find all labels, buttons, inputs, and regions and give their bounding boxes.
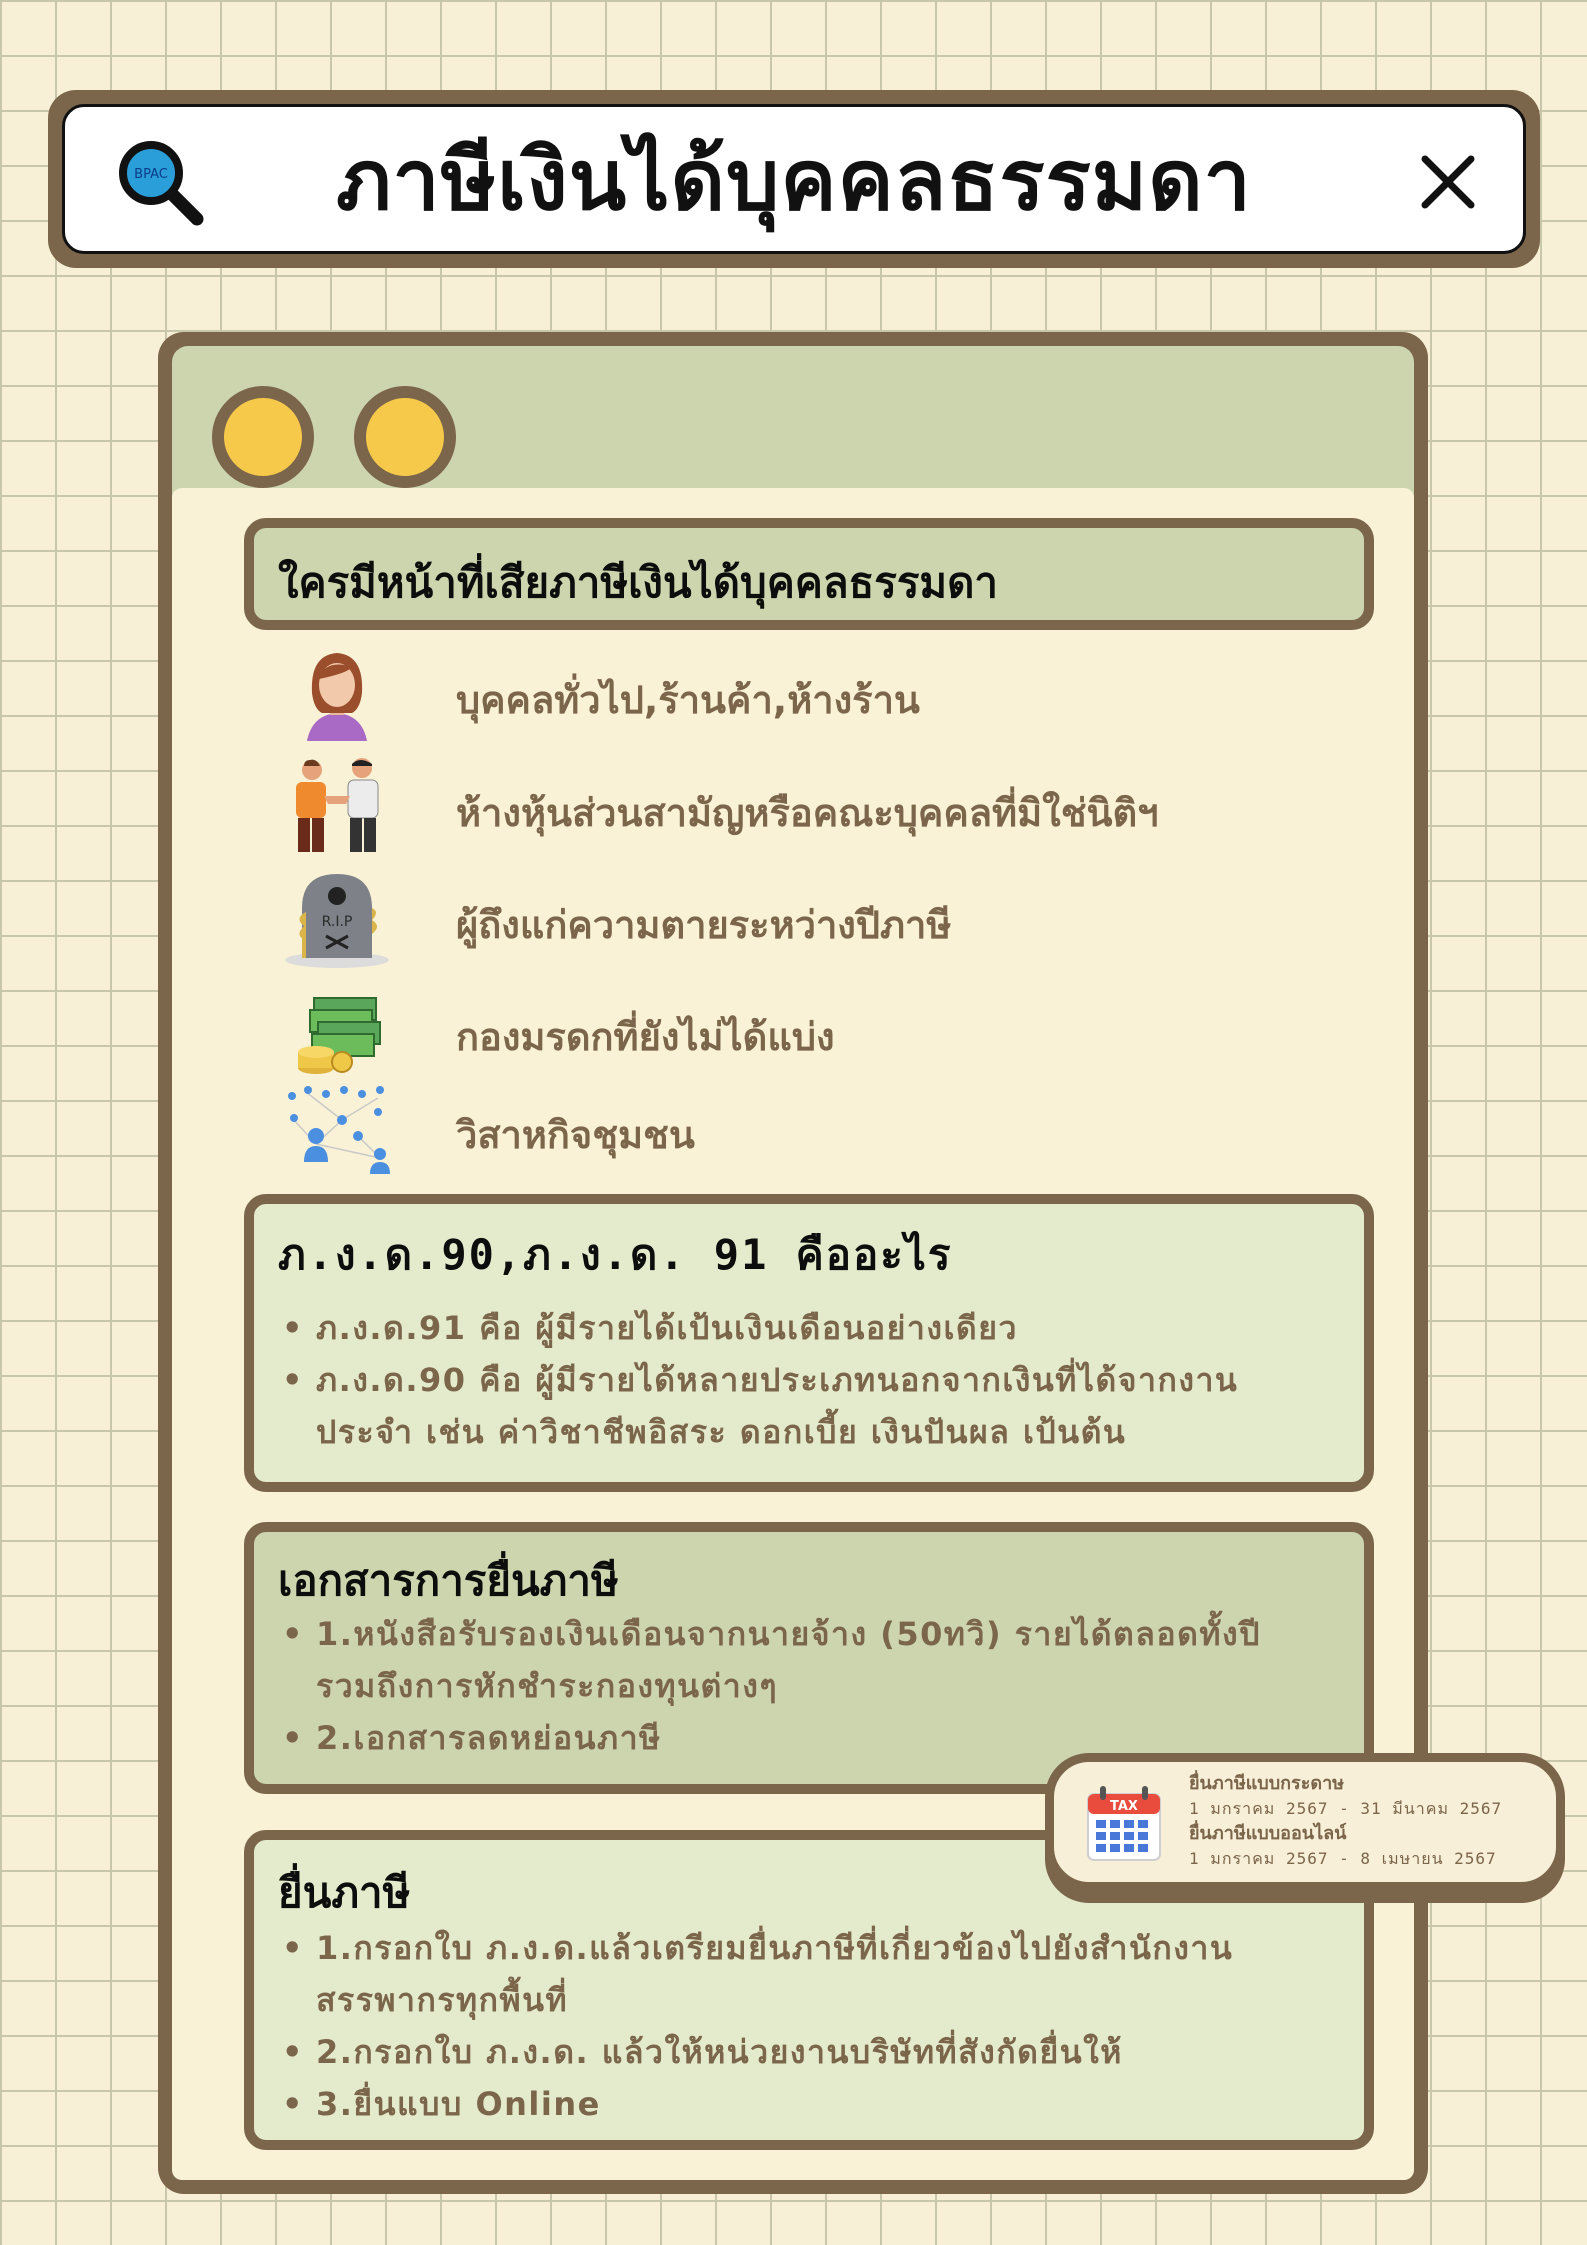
money-icon	[282, 980, 392, 1080]
close-icon[interactable]	[1413, 147, 1483, 217]
who-item-label: วิสาหกิจชุมชน	[456, 1113, 695, 1157]
who-item-label: กองมรดกที่ยังไม่ได้แบ่ง	[456, 1015, 835, 1059]
window-header	[172, 346, 1414, 506]
who-item	[282, 756, 1282, 856]
forms-list	[278, 1302, 1318, 1458]
who-heading-box	[244, 518, 1374, 630]
woman-icon	[282, 643, 392, 743]
online-title: ยื่นภาษีแบบออนไลน์	[1189, 1823, 1347, 1844]
search-field[interactable]	[62, 104, 1526, 254]
forms-section	[244, 1194, 1374, 1492]
who-item	[282, 1078, 1282, 1178]
filing-heading: ยื่นภาษี	[278, 1868, 411, 1917]
page-title: ภาษีเงินได้บุคคลธรรมดา	[336, 131, 1252, 229]
search-badge-text: BPAC	[134, 167, 168, 182]
list-item: • ภ.ง.ด.90 คือ ผู้มีรายได้หลายประเภทนอกจากเงินที่ได้จากงานประจำ เช่น ค่าวิชาชีพอิสระ ดอกเบี้ย เงินปันผล เป้นต้น	[278, 1354, 1318, 1458]
list-item: • 2.กรอกใบ ภ.ง.ด. แล้วให้หน่วยงานบริษัทที่สังกัดยื่นให้	[278, 2026, 1328, 2078]
online-dates: 1 มกราคม 2567 - 8 เมษายน 2567	[1189, 1849, 1497, 1868]
content-window	[158, 332, 1428, 2194]
list-item: • 3.ยื่นแบบ Online	[278, 2078, 1328, 2130]
list-item: • ภ.ง.ด.91 คือ ผู้มีรายได้เป้นเงินเดือนอย่างเดียว	[278, 1302, 1318, 1354]
forms-heading: ภ.ง.ด.90,ภ.ง.ด. 91 คืออะไร	[278, 1230, 953, 1279]
paper-dates: 1 มกราคม 2567 - 31 มีนาคม 2567	[1189, 1799, 1503, 1818]
calendar-icon	[1084, 1784, 1164, 1864]
deadline-card	[1051, 1759, 1559, 1885]
who-item-label: ผู้ถึงแก่ความตายระหว่างปีภาษี	[456, 903, 952, 947]
search-icon[interactable]	[115, 137, 207, 229]
docs-heading: เอกสารการยื่นภาษี	[278, 1556, 619, 1605]
window-body	[172, 488, 1414, 2180]
who-heading: ใครมีหน้าที่เสียภาษีเงินได้บุคคลธรรมดา	[278, 558, 998, 607]
deadline-texts	[1189, 1772, 1559, 1872]
tombstone-text: R.I.P	[321, 914, 353, 930]
tombstone-icon	[282, 868, 392, 968]
list-item: • 1.หนังสือรับรองเงินเดือนจากนายจ้าง (50ทวิ) รายได้ตลอดทั้งปี รวมถึงการหักชำระกองทุนต่างๆ	[278, 1608, 1328, 1712]
calendar-tax-label: TAX	[1110, 1799, 1138, 1814]
deadline-badge	[1045, 1753, 1565, 1903]
community-icon	[282, 1078, 392, 1178]
docs-list	[278, 1608, 1328, 1764]
filing-list	[278, 1922, 1328, 2130]
who-item	[282, 868, 1282, 968]
list-item: • 2.เอกสารลดหย่อนภาษี	[278, 1712, 1328, 1764]
search-bar	[48, 90, 1540, 268]
window-dot	[354, 386, 456, 488]
paper-title: ยื่นภาษีแบบกระดาษ	[1189, 1773, 1345, 1794]
who-item-label: บุคคลทั่วไป,ร้านค้า,ห้างร้าน	[456, 678, 920, 722]
who-item-label: ห้างหุ้นส่วนสามัญหรือคณะบุคคลที่มิใช่นิติฯ	[456, 791, 1159, 835]
who-item	[282, 980, 1282, 1080]
window-dot	[212, 386, 314, 488]
handshake-icon	[282, 756, 392, 856]
list-item: • 1.กรอกใบ ภ.ง.ด.แล้วเตรียมยื่นภาษีที่เกี่ยวข้องไปยังสำนักงานสรรพากรทุกพื้นที่	[278, 1922, 1328, 2026]
who-item	[282, 643, 1282, 743]
